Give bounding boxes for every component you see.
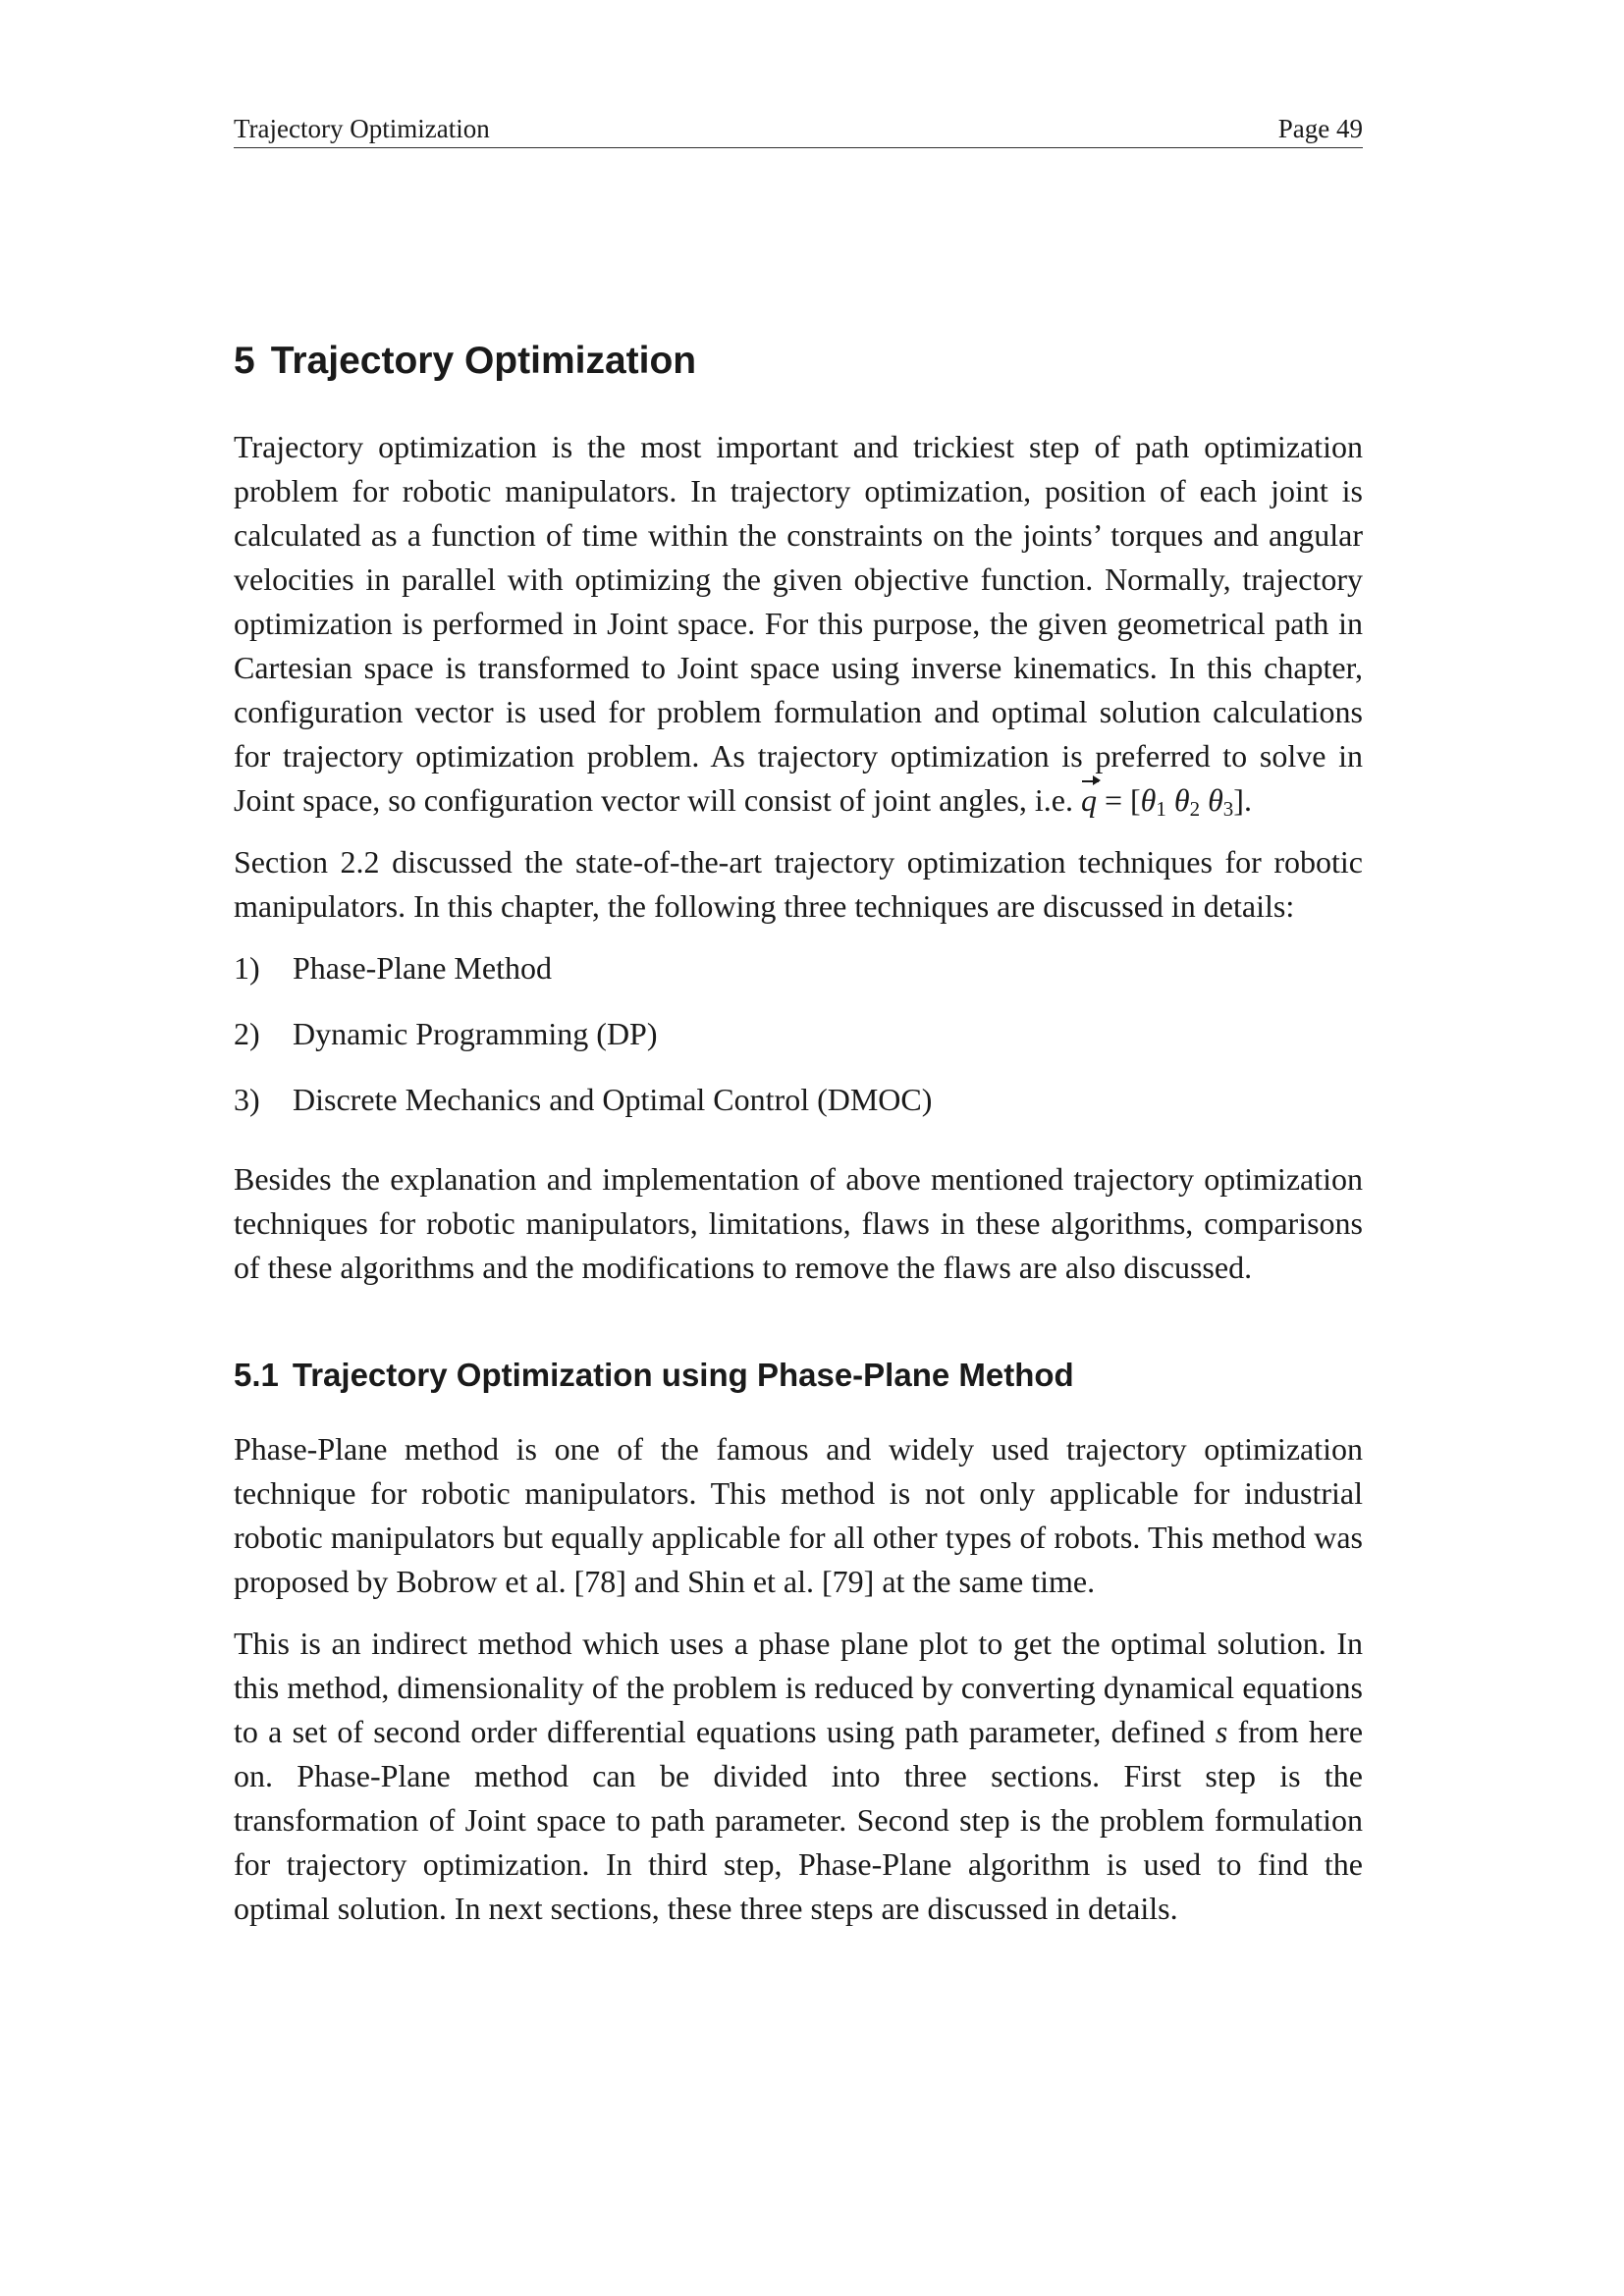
list-item-label: Discrete Mechanics and Optimal Control (DMOC) <box>293 1082 933 1117</box>
chapter-heading <box>234 332 1363 391</box>
closing-paragraph: Besides the explanation and implementation of above mentioned trajectory optimization techniques for robotic manipulators, limitations, flaws in these algorithms, comparisons of these algorithms and the modifications to remove the flaws are also discussed. <box>234 1161 1363 1285</box>
techniques-list <box>234 946 1363 1122</box>
page-number: Page 49 <box>1277 114 1363 143</box>
configuration-vector-symbol: q <box>1081 778 1097 823</box>
chapter-title: Trajectory Optimization <box>270 340 697 382</box>
math-prefix: i.e. <box>1034 782 1073 818</box>
page-content <box>234 332 1363 1949</box>
running-title: Trajectory Optimization <box>234 114 490 143</box>
math-equals: = [ <box>1096 782 1141 818</box>
list-marker: 3) <box>234 1082 260 1117</box>
section-paragraph-2-end: from here on. Phase-Plane method can be divided into three sections. First step is the transformation of Joint space to path parameter. Second step is the problem formulation for trajectory optimization. In third step, Phase-Plane algorithm is used to find the optimal solution. In next sections, these three steps are discussed in details. <box>234 1714 1364 1926</box>
path-parameter-symbol: s <box>1215 1714 1228 1749</box>
section-paragraph-1: Phase-Plane method is one of the famous and widely used trajectory optimization technique for robotic manipulators. This method is not only applicable for industrial robotic manipulators but equally applicable for all other types of robots. This method was proposed by Bobrow et al. [78] and Shin et al. [79] at the same time. <box>234 1431 1363 1599</box>
section-paragraph-2-start: This is an indirect method which uses a phase plane plot to get the optimal solution. In this method, dimensionality of the problem is reduced by converting dynamical equations to a set of second order differential equations using path parameter, defined <box>234 1626 1363 1749</box>
math-suffix: ]. <box>1233 782 1252 818</box>
list-item-label: Dynamic Programming (DP) <box>293 1016 658 1051</box>
list-marker: 1) <box>234 950 260 986</box>
list-item <box>234 946 1363 990</box>
theta-1-subscript: 1 <box>1156 797 1166 821</box>
list-marker: 2) <box>234 1016 260 1051</box>
overview-paragraph: Section 2.2 discussed the state-of-the-art trajectory optimization techniques for robotic manipulators. In this chapter, the following three techniques are discussed in details: <box>234 844 1363 924</box>
page-header <box>234 110 1363 148</box>
intro-paragraph-text: Trajectory optimization is the most important and trickiest step of path optimization problem for robotic manipulators. In trajectory optimization, position of each joint is calculated as a function of time within the constraints on the joints’ torques and angular velocities in parallel with optimizing the given objective function. Normally, trajectory optimization is performed in Joint space. For this purpose, the given geometrical path in Cartesian space is transformed to Joint space using inverse kinematics. In this chapter, configuration vector is used for problem formulation and optimal solution calculations for trajectory optimization problem. As trajectory optimization is preferred to solve in Joint space, so configuration vector will consist of joint angles, <box>234 429 1363 818</box>
section-title: Trajectory Optimization using Phase-Plane Method <box>292 1357 1074 1393</box>
chapter-number: 5 <box>234 340 255 382</box>
section-paragraph-2 <box>234 1622 1363 1931</box>
list-item <box>234 1078 1363 1122</box>
list-item-label: Phase-Plane Method <box>293 950 552 986</box>
theta-2: θ <box>1173 782 1190 818</box>
theta-3-subscript: 3 <box>1222 797 1234 821</box>
intro-paragraph <box>234 425 1363 823</box>
section-number: 5.1 <box>234 1357 279 1393</box>
section-heading <box>234 1351 1363 1400</box>
theta-2-subscript: 2 <box>1189 797 1201 821</box>
theta-1: θ <box>1140 782 1157 818</box>
list-item <box>234 1012 1363 1056</box>
theta-3: θ <box>1208 782 1223 818</box>
